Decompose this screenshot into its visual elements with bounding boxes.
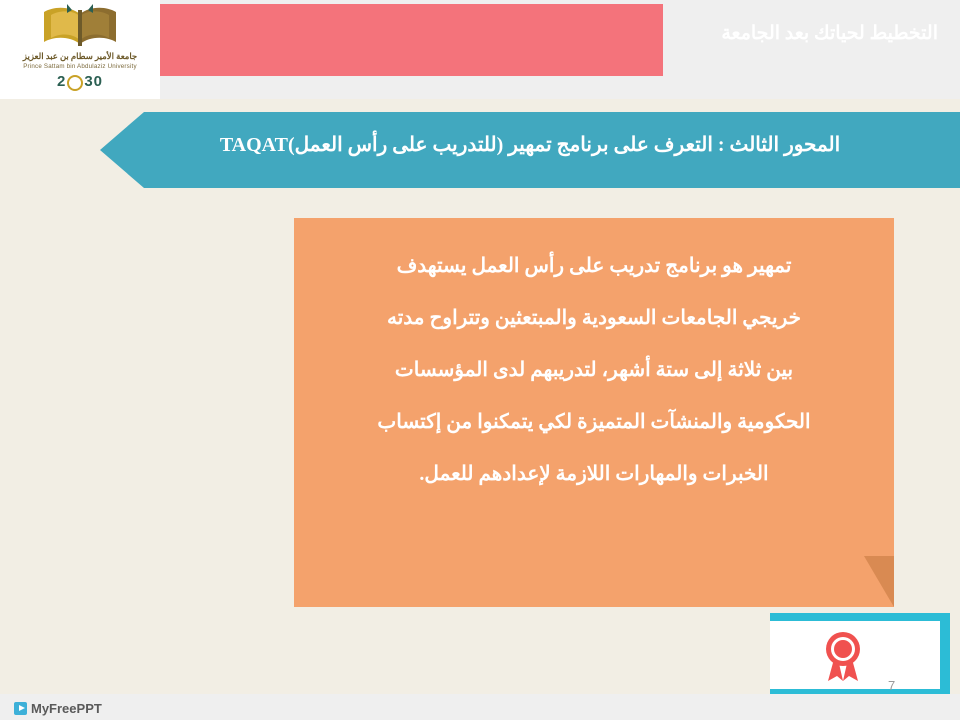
footer-brand — [14, 701, 102, 716]
badge-card — [770, 613, 950, 697]
award-ribbon-icon — [816, 629, 870, 683]
vision-2030-mark: 2 30 — [56, 73, 104, 90]
page-title: التخطيط لحياتك بعد الجامعة — [721, 23, 938, 44]
content-line: بين ثلاثة إلى ستة أشهر، لتدريبهم لدى المؤسسات — [394, 359, 794, 381]
content-text — [294, 240, 894, 500]
badge-top-bar — [770, 613, 950, 621]
section-title: المحور الثالث : التعرف على برنامج تمهير (للتدريب على رأس العمل)TAQAT — [219, 134, 841, 156]
content-line: خريجي الجامعات السعودية والمبتعثين وتتراوح مدته — [387, 307, 801, 329]
content-line: الحكومية والمنشآت المتميزة لكي يتمكنوا من إكتساب — [377, 411, 811, 433]
header-banner — [0, 0, 960, 99]
content-line: تمهير هو برنامج تدريب على رأس العمل يستهدف — [396, 255, 792, 277]
university-logo — [0, 0, 160, 99]
content-card — [294, 218, 894, 607]
logo-university-name-en: Prince Sattam bin Abdulaziz University — [23, 63, 137, 70]
open-book-icon — [20, 4, 140, 50]
zero-ring-icon — [67, 75, 83, 91]
play-button-icon — [14, 702, 27, 715]
logo-university-name-ar: جامعة الأمير سطام بن عبد العزيز — [22, 51, 138, 61]
content-line: الخبرات والمهارات اللازمة لإعدادهم للعمل. — [419, 463, 769, 485]
page-number: 7 — [888, 678, 896, 693]
badge-right-bar — [940, 613, 950, 697]
section-banner — [0, 112, 960, 202]
footer-strip — [0, 694, 960, 720]
footer-brand-label: MyFreePPT — [31, 701, 102, 716]
